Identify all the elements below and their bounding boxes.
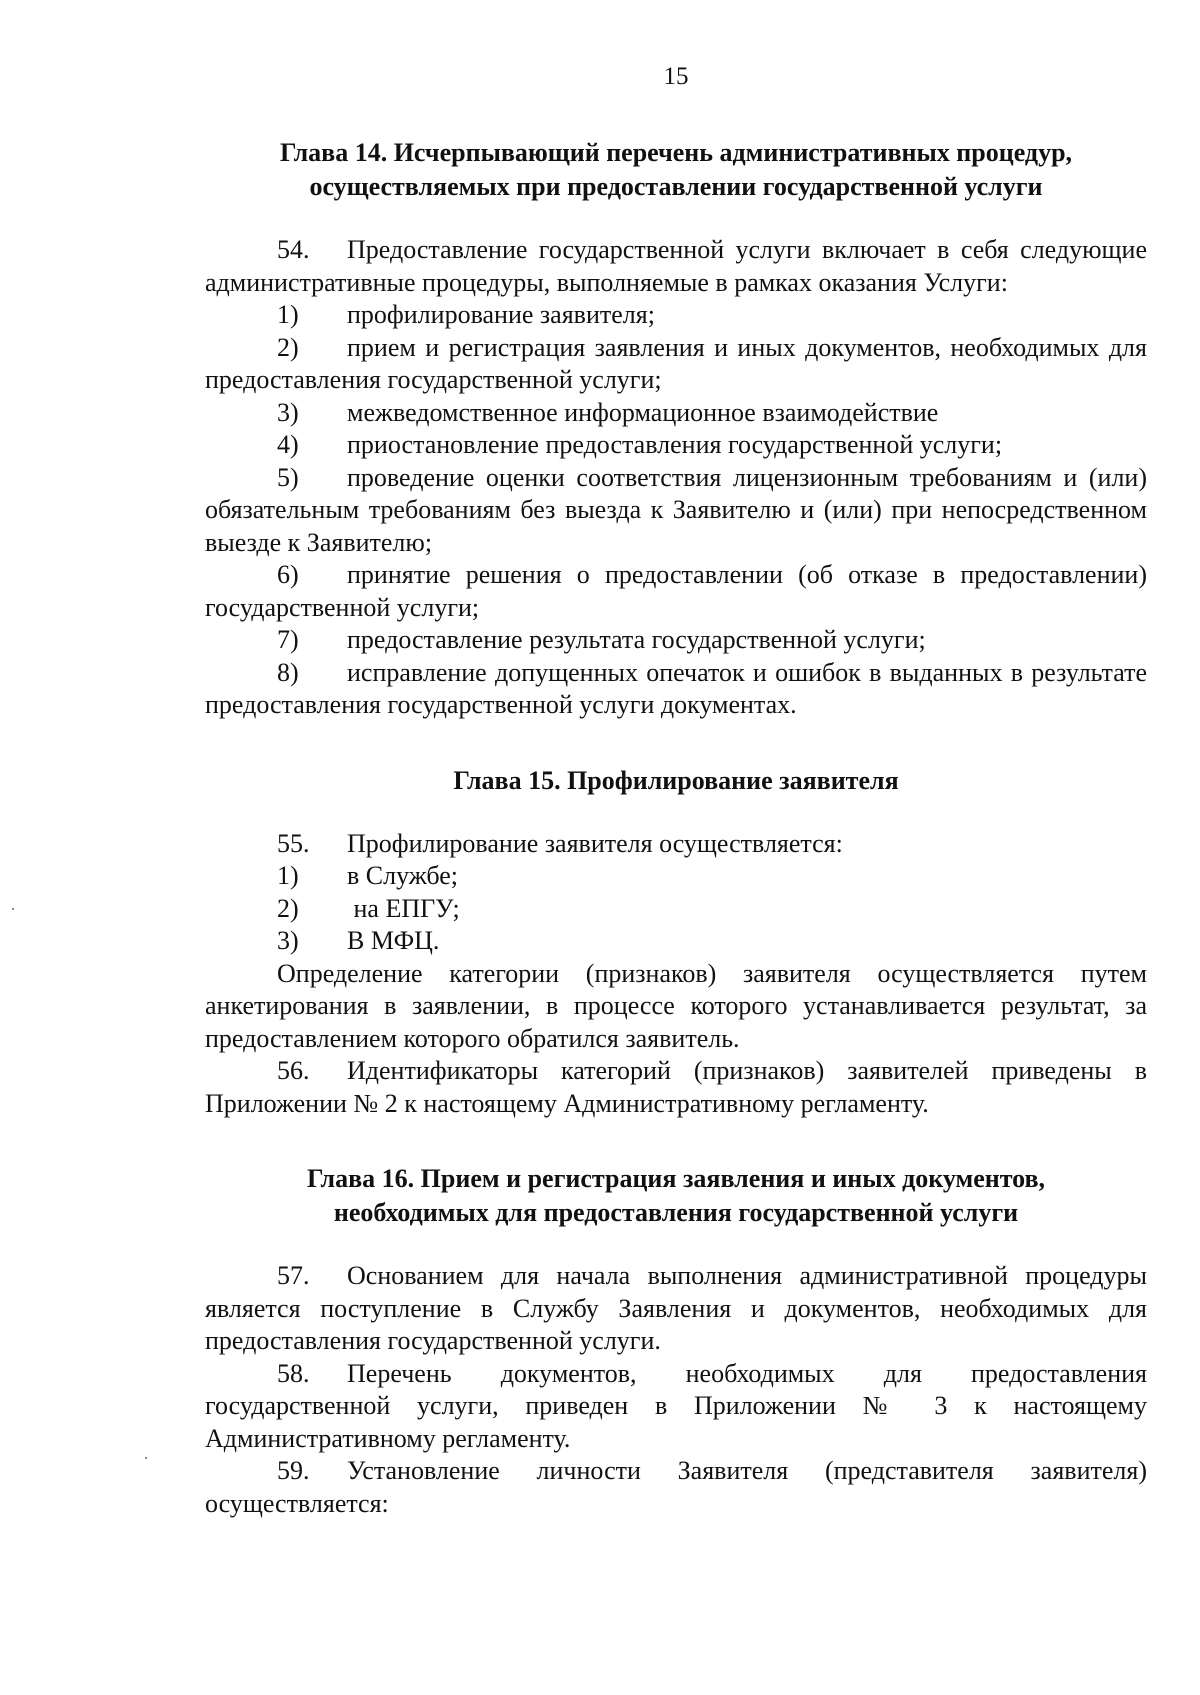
paragraph-text: Идентификаторы категорий (признаков) заявителей приведены в Приложении № 2 к настоящему Административному регламенту. [205, 1056, 1147, 1118]
paragraph-text: Профилирование заявителя осуществляется: [347, 828, 843, 858]
list-item-text: исправление допущенных опечаток и ошибок в выданных в результате предоставления государственной услуги документах. [205, 657, 1147, 719]
chapter-14-title [205, 136, 1147, 204]
list-item-text: межведомственное информационное взаимодействие [347, 397, 939, 427]
paragraph-number: 55. [277, 828, 310, 858]
list-item-number: 3) [277, 926, 299, 955]
paragraph-number: 58. [277, 1358, 310, 1388]
list-item [205, 893, 1147, 926]
document-page [205, 62, 1147, 1520]
list-item [205, 624, 1147, 657]
chapter-14-title-line2: осуществляемых при предоставлении государственной услуги [309, 172, 1043, 201]
list-item-text: профилирование заявителя; [347, 300, 655, 329]
list-item [205, 397, 1147, 430]
list-item [205, 462, 1147, 560]
list-item [205, 299, 1147, 332]
paragraph-number: 56. [277, 1056, 310, 1085]
scan-speck [12, 908, 14, 910]
paragraph-59 [205, 1455, 1147, 1520]
list-item-text: прием и регистрация заявления и иных документов, необходимых для предоставления государственной услуги; [205, 332, 1147, 394]
list-item-number: 4) [277, 430, 299, 459]
list-item [205, 559, 1147, 624]
paragraph-text: Предоставление государственной услуги включает в себя следующие административные процедуры, выполняемые в рамках оказания Услуги: [205, 235, 1147, 297]
chapter-16-title-line1: Глава 16. Прием и регистрация заявления и иных документов, [306, 1164, 1046, 1193]
paragraph-58 [205, 1358, 1147, 1456]
paragraph-55 [205, 828, 1147, 861]
list-item [205, 860, 1147, 893]
list-item-number: 6) [277, 560, 299, 589]
paragraph-text: Основанием для начала выполнения административной процедуры является поступление в Службу Заявления и документов, необходимых для предоставления государственной услуги. [205, 1261, 1147, 1355]
list-item-text: в Службе; [347, 861, 459, 890]
paragraph-number: 54. [277, 235, 310, 264]
list-item-number: 7) [277, 625, 299, 654]
chapter-16-title [205, 1162, 1147, 1230]
paragraph-56 [205, 1055, 1147, 1120]
list-item [205, 332, 1147, 397]
list-item-text: В МФЦ. [347, 926, 440, 955]
list-item-text: на ЕПГУ; [347, 893, 460, 923]
page-number: 15 [663, 63, 689, 90]
list-item-number: 2) [277, 893, 299, 923]
definition-paragraph: Определение категории (признаков) заявителя осуществляется путем анкетирования в заявлении, в процессе которого устанавливается результат, за предоставлением которого обратился заявитель. [205, 958, 1147, 1053]
list-item [205, 657, 1147, 722]
paragraph-number: 57. [277, 1261, 310, 1290]
chapter-14-title-line1: Глава 14. Исчерпывающий перечень административных процедур, [279, 138, 1073, 167]
chapter-15-title: Глава 15. Профилирование заявителя [453, 765, 899, 795]
list-item-text: принятие решения о предоставлении (об отказе в предоставлении) государственной услуги; [205, 560, 1147, 622]
paragraph-text: Перечень документов, необходимых для предоставления государственной услуги, приведен в Приложении № 3 к настоящему Административному регламенту. [205, 1358, 1147, 1453]
paragraph-number: 59. [277, 1456, 310, 1485]
list-item-text: проведение оценки соответствия лицензионным требованиям и (или) обязательным требованиям без выезда к Заявителю и (или) при непосредственном выезде к Заявителю; [205, 462, 1147, 557]
list-item-number: 5) [277, 462, 299, 492]
paragraph-57 [205, 1260, 1147, 1358]
list-item-number: 3) [277, 397, 299, 427]
list-item-text: предоставление результата государственной услуги; [347, 625, 926, 654]
paragraph-text: Установление личности Заявителя (представителя заявителя) осуществляется: [205, 1456, 1147, 1518]
list-item-number: 2) [277, 332, 299, 362]
list-item [205, 925, 1147, 958]
paragraph-54 [205, 234, 1147, 299]
scan-speck [145, 1457, 147, 1459]
list-item-number: 1) [277, 300, 299, 329]
list-item [205, 429, 1147, 462]
list-item-text: приостановление предоставления государственной услуги; [347, 430, 1003, 459]
chapter-16-title-line2: необходимых для предоставления государственной услуги [333, 1198, 1019, 1227]
list-item-number: 8) [277, 657, 299, 687]
list-item-number: 1) [277, 861, 299, 890]
